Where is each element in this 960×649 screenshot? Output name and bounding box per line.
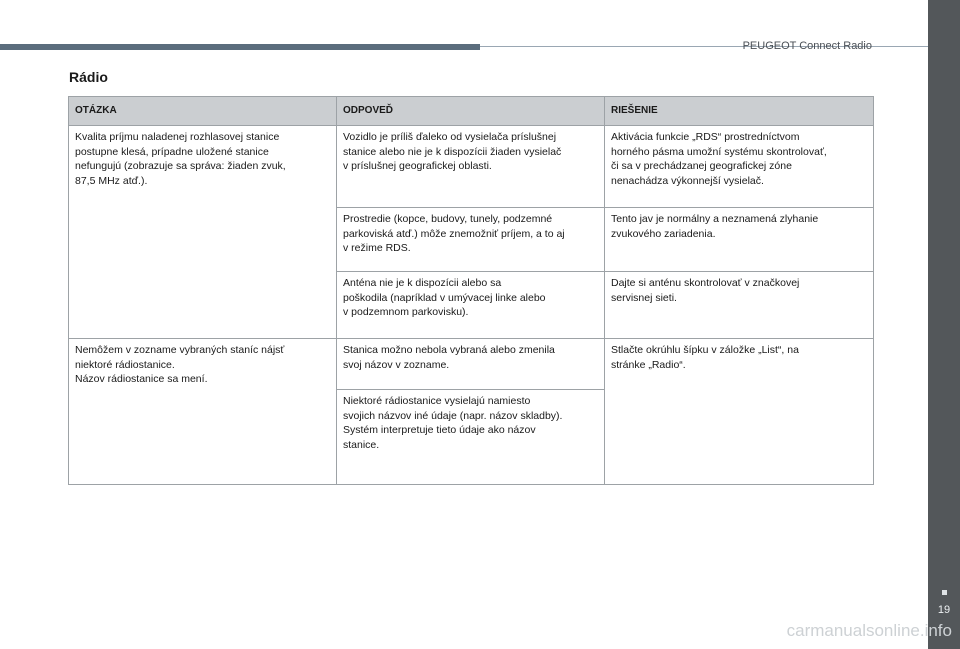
answer-cell [337, 208, 605, 272]
cell-text-line: Kvalita príjmu naladenej rozhlasovej stanice [75, 131, 280, 143]
page-marker-dot [942, 590, 947, 595]
cell-text-line: Dajte si anténu skontrolovať v značkovej [611, 277, 800, 289]
troubleshooting-table [68, 96, 874, 485]
answer-cell [337, 272, 605, 339]
cell-text-line: 87,5 MHz atď.). [75, 174, 148, 187]
running-header: PEUGEOT Connect Radio [742, 40, 872, 52]
cell-text-line: Niektoré rádiostanice vysielajú namiesto [343, 395, 531, 407]
cell-text-line: Stanica možno nebola vybraná alebo zmenila [343, 344, 555, 356]
cell-text-line: svojich názvov iné údaje (napr. názov skladby). [343, 409, 563, 422]
cell-text-line: v podzemnom parkovisku). [343, 306, 469, 318]
section-title: Rádio [69, 69, 108, 85]
site-watermark: carmanualsonline.info [786, 621, 952, 640]
cell-text-line: Systém interpretuje tieto údaje ako názov [343, 424, 536, 436]
answer-cell [337, 339, 605, 390]
solution-cell [605, 339, 874, 485]
cell-text-line: poškodila (napríklad v umývacej linke alebo [343, 291, 546, 304]
cell-text-line: Stlačte okrúhlu šípku v záložke „List“, na [611, 344, 799, 356]
cell-text-line: v režime RDS. [343, 242, 411, 254]
column-header-solution: RIEŠENIE [605, 97, 874, 126]
cell-text-line: stanice alebo nie je k dispozícii žiaden vysielač [343, 145, 562, 158]
cell-text-line: Aktivácia funkcie „RDS“ prostredníctvom [611, 131, 800, 143]
cell-text-line: Tento jav je normálny a neznamená zlyhanie [611, 213, 819, 225]
cell-text-line: servisnej sieti. [611, 291, 677, 304]
cell-text-line: v príslušnej geografickej oblasti. [343, 160, 492, 172]
question-cell [69, 126, 337, 339]
answer-cell [337, 390, 605, 485]
cell-text-line: svoj názov v zozname. [343, 358, 450, 371]
page-number: 19 [937, 604, 951, 616]
cell-text-line: nenachádza výkonnejší vysielač. [611, 174, 764, 187]
answer-cell [337, 126, 605, 208]
column-header-answer: ODPOVEĎ [337, 97, 605, 126]
top-accent-rule [0, 44, 480, 50]
solution-cell [605, 126, 874, 208]
solution-cell [605, 208, 874, 272]
table-row [69, 126, 874, 208]
cell-text-line: Názov rádiostanice sa mení. [75, 373, 208, 385]
cell-text-line: parkoviská atď.) môže znemožniť príjem, a to aj [343, 227, 565, 240]
cell-text-line: niektoré rádiostanice. [75, 358, 175, 371]
table-header-row [69, 97, 874, 126]
cell-text-line: stanice. [343, 438, 380, 451]
cell-text-line: nefungujú (zobrazuje sa správa: žiaden zvuk, [75, 160, 286, 172]
cell-text-line: či sa v prechádzanej geografickej zóne [611, 160, 792, 172]
cell-text-line: stránke „Radio“. [611, 358, 686, 371]
cell-text-line: postupne klesá, prípadne uložené stanice [75, 145, 269, 158]
cell-text-line: Vozidlo je príliš ďaleko od vysielača príslušnej [343, 131, 557, 143]
column-header-question: OTÁZKA [69, 97, 337, 126]
table-row [69, 339, 874, 390]
page-side-bar [928, 0, 960, 649]
question-cell [69, 339, 337, 485]
cell-text-line: Prostredie (kopce, budovy, tunely, podzemné [343, 213, 553, 225]
cell-text-line: Anténa nie je k dispozícii alebo sa [343, 277, 502, 289]
cell-text-line: horného pásma umožní systému skontrolovať, [611, 145, 827, 158]
cell-text-line: zvukového zariadenia. [611, 227, 716, 240]
solution-cell [605, 272, 874, 339]
cell-text-line: Nemôžem v zozname vybraných staníc nájsť [75, 344, 285, 356]
